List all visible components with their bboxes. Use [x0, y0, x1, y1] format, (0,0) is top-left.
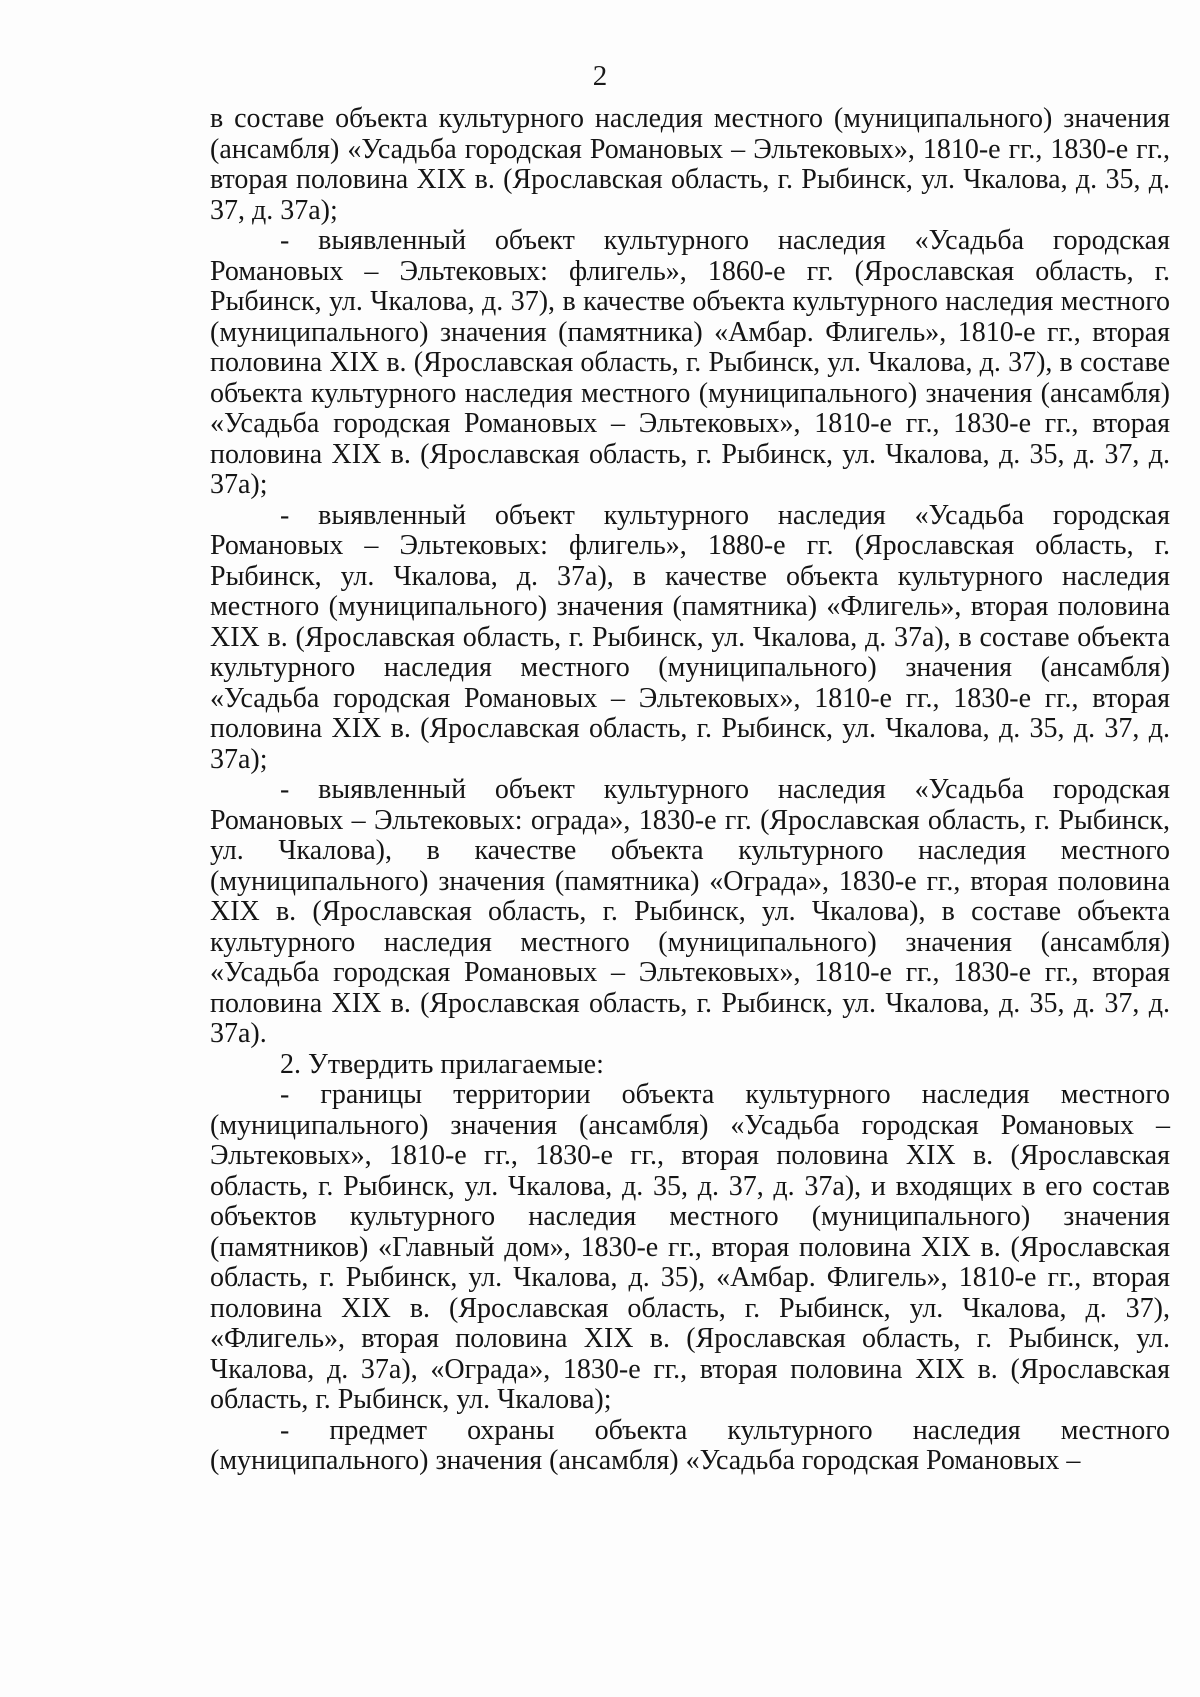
document-body [210, 104, 1170, 1477]
paragraph-continuation-ensemble: в составе объекта культурного наследия местного (муниципального) значения (ансамбля) «Усадьба городская Романовых – Эльтековых», 1810-е гг., 1830-е гг., вторая половина XIX в. (Ярославская область, г. Рыбинск, ул. Чкалова, д. 35, д. 37, д. 37а); [210, 103, 1170, 226]
paragraph-fligel-1880: - выявленный объект культурного наследия «Усадьба городская Романовых – Эльтековых: флигель», 1880-е гг. (Ярославская область, г. Рыбинск, ул. Чкалова, д. 37а), в качестве объекта культурного наследия местного (муниципального) значения (памятника) «Флигель», вторая половина XIX в. (Ярославская область, г. Рыбинск, ул. Чкалова, д. 37а), в составе объекта культурного наследия местного (муниципального) значения (ансамбля) «Усадьба городская Романовых – Эльтековых», 1810-е гг., 1830-е гг., вторая половина XIX в. (Ярославская область, г. Рыбинск, ул. Чкалова, д. 35, д. 37, д. 37а); [210, 499, 1170, 775]
page-number: 2 [592, 60, 608, 92]
paragraph-territory-boundaries: - границы территории объекта культурного наследия местного (муниципального) значения (ансамбля) «Усадьба городская Романовых – Эльтековых», 1810-е гг., 1830-е гг., вторая половина XIX в. (Ярославская область, г. Рыбинск, ул. Чкалова, д. 35, д. 37, д. 37а), и входящих в его состав объектов культурного наследия местного (муниципального) значения (памятников) «Главный дом», 1830-е гг., вторая половина XIX в. (Ярославская область, г. Рыбинск, ул. Чкалова, д. 35), «Амбар. Флигель», 1810-е гг., вторая половина XIX в. (Ярославская область, г. Рыбинск, ул. Чкалова, д. 37), «Флигель», вторая половина XIX в. (Ярославская область, г. Рыбинск, ул. Чкалова, д. 37а), «Ограда», 1830-е гг., вторая половина XIX в. (Ярославская область, г. Рыбинск, ул. Чкалова); [210, 1079, 1170, 1415]
paragraph-item-2-heading: 2. Утвердить прилагаемые: [280, 1048, 604, 1080]
paragraph-protection-subject: - предмет охраны объекта культурного наследия местного (муниципального) значения (ансамбля) «Усадьба городская Романовых – [210, 1414, 1170, 1476]
paragraph-ograda: - выявленный объект культурного наследия «Усадьба городская Романовых – Эльтековых: ограда», 1830-е гг. (Ярославская область, г. Рыбинск, ул. Чкалова), в качестве объекта культурного наследия местного (муниципального) значения (памятника) «Ограда», 1830-е гг., вторая половина XIX в. (Ярославская область, г. Рыбинск, ул. Чкалова), в составе объекта культурного наследия местного (муниципального) значения (ансамбля) «Усадьба городская Романовых – Эльтековых», 1810-е гг., 1830-е гг., вторая половина XIX в. (Ярославская область, г. Рыбинск, ул. Чкалова, д. 35, д. 37, д. 37а). [210, 774, 1170, 1049]
paragraph-fligel-1860: - выявленный объект культурного наследия «Усадьба городская Романовых – Эльтековых: флигель», 1860-е гг. (Ярославская область, г. Рыбинск, ул. Чкалова, д. 37), в качестве объекта культурного наследия местного (муниципального) значения (памятника) «Амбар. Флигель», 1810-е гг., вторая половина XIX в. (Ярославская область, г. Рыбинск, ул. Чкалова, д. 37), в составе объекта культурного наследия местного (муниципального) значения (ансамбля) «Усадьба городская Романовых – Эльтековых», 1810-е гг., 1830-е гг., вторая половина XIX в. (Ярославская область, г. Рыбинск, ул. Чкалова, д. 35, д. 37, д. 37а); [210, 225, 1170, 500]
